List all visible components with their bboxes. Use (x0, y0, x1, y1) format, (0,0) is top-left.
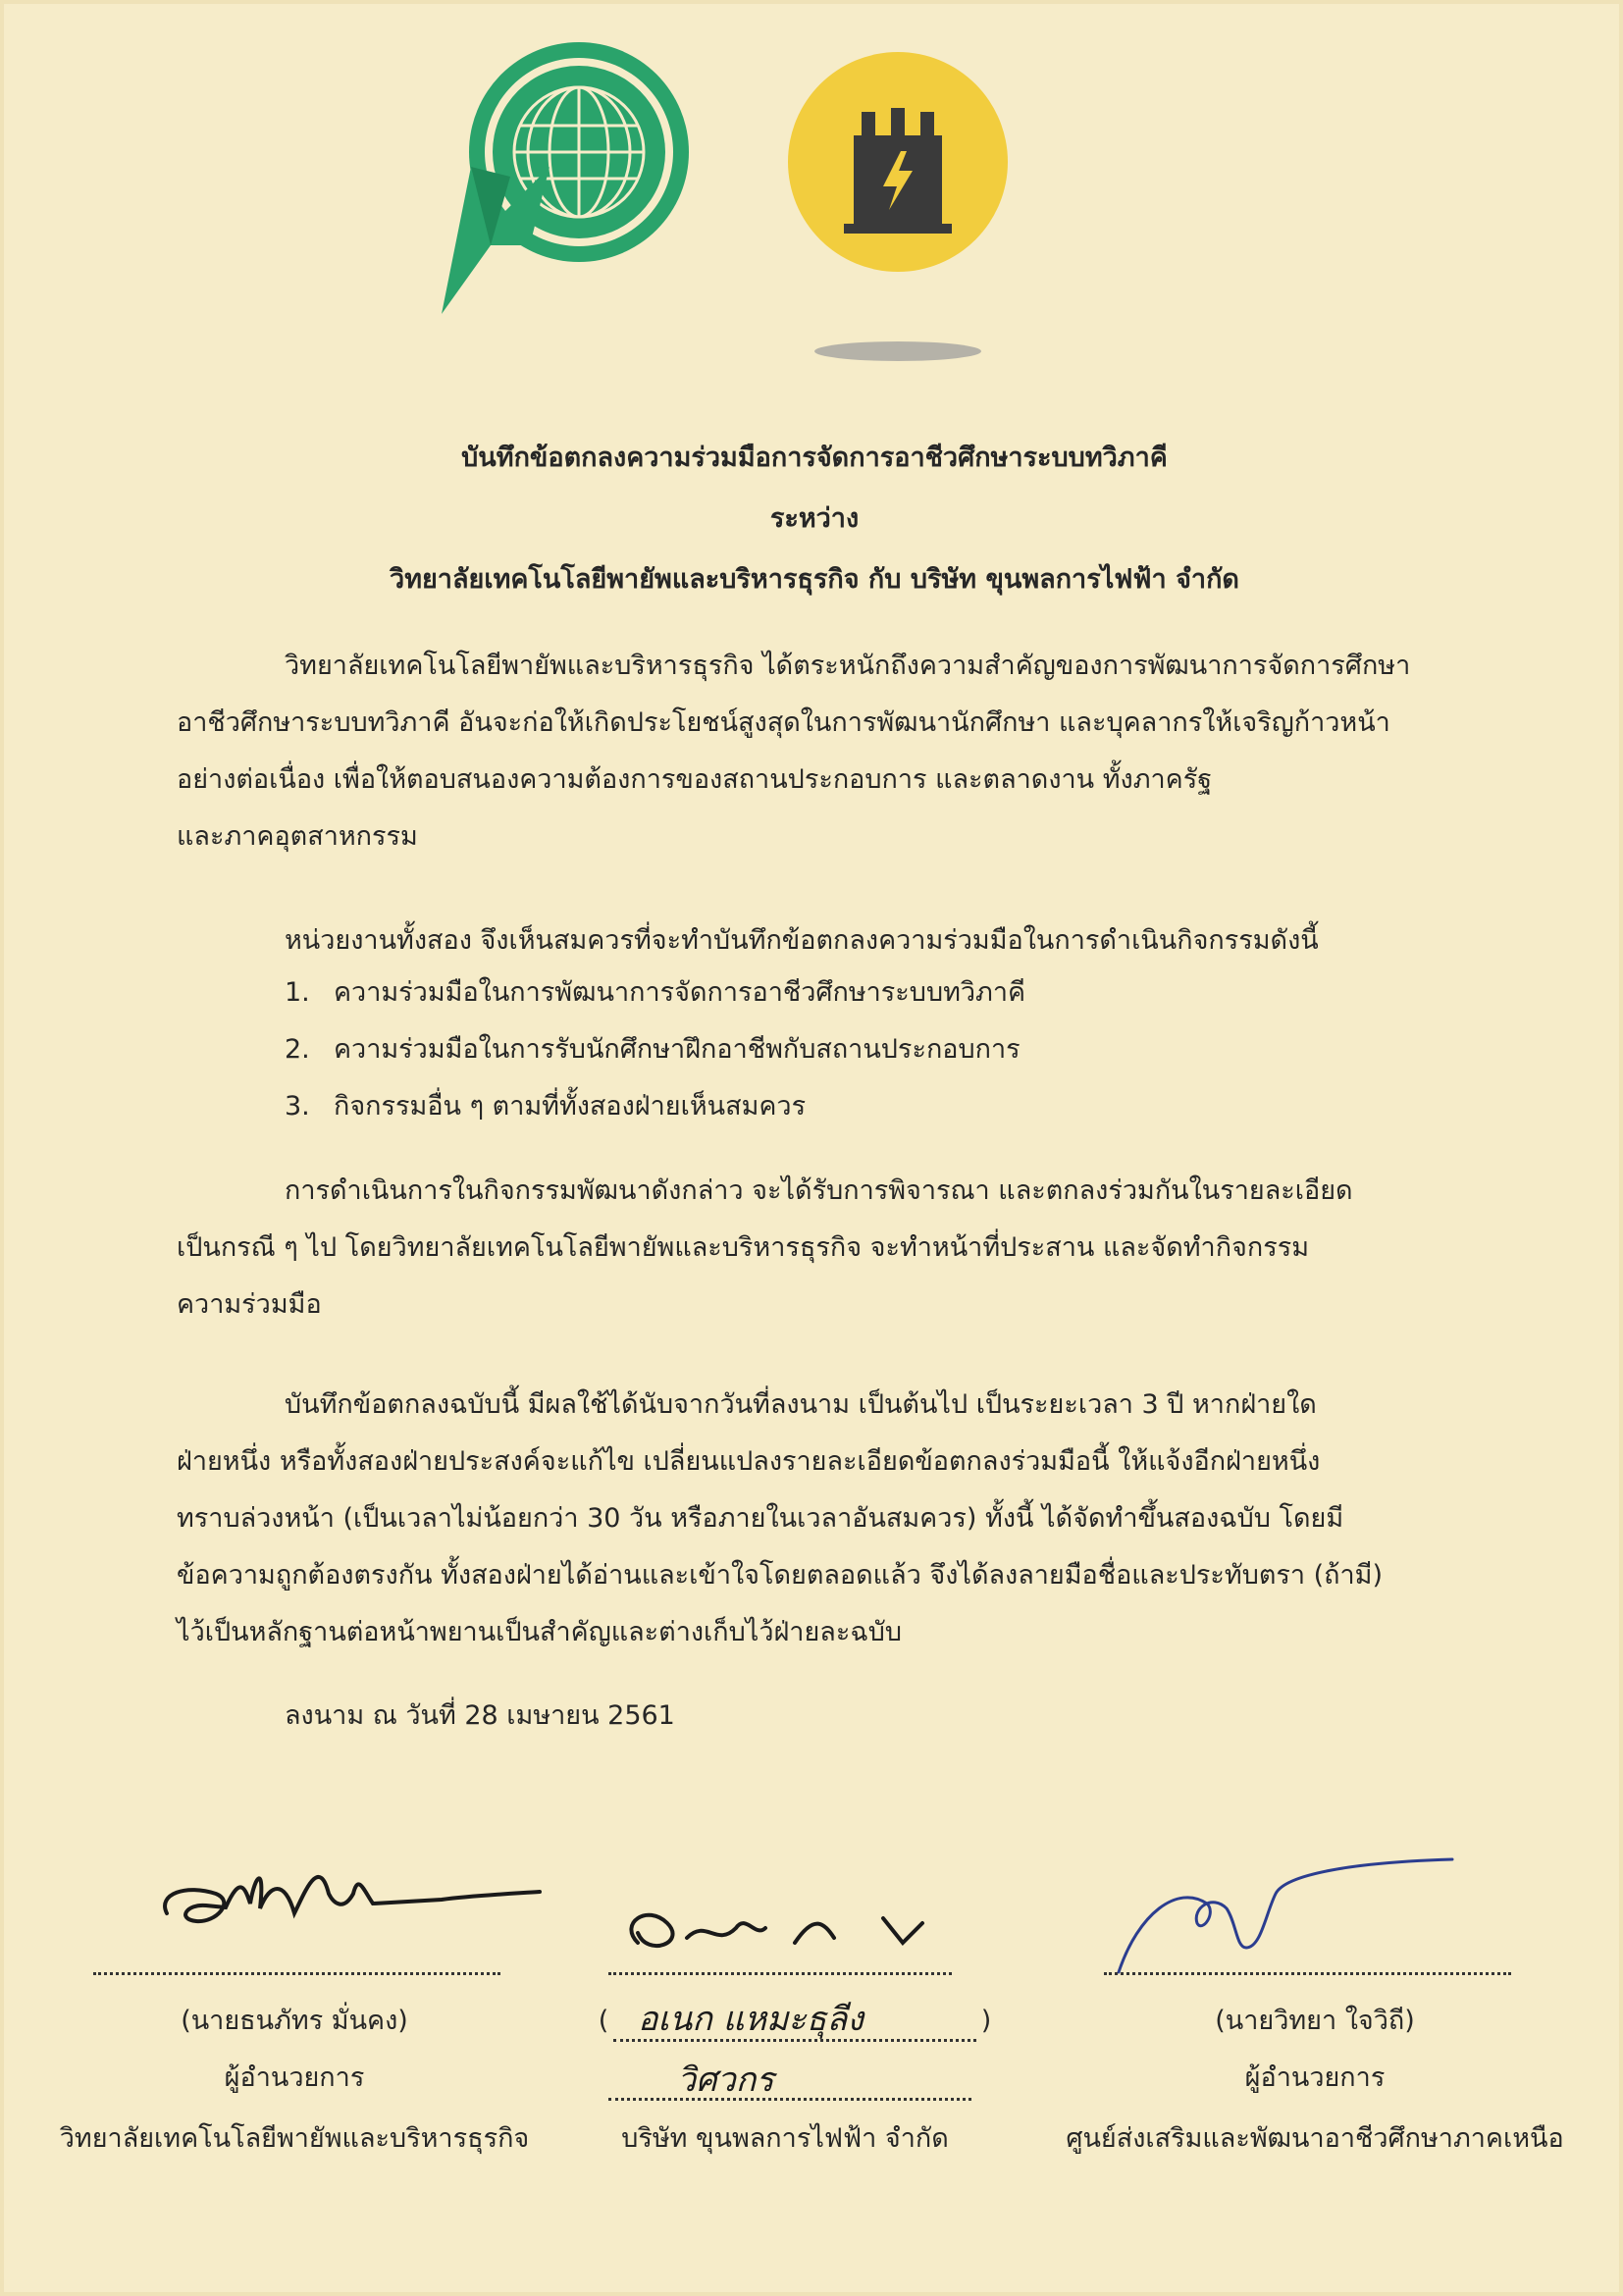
para4-line4: ข้อความถูกต้องตรงกัน ทั้งสองฝ่ายได้อ่านและเข้าใจโดยตลอดแล้ว จึงได้ลงลายมือชื่อและประทับตรา (ถ้ามี) (177, 1560, 1383, 1591)
heading-between: ระหว่าง (769, 503, 860, 534)
paragraph-1 (177, 638, 1433, 865)
para1-line2: อาชีวศึกษาระบบทวิภาคี อันจะก่อให้เกิดประโยชน์สูงสุดในการพัฒนานักศึกษา และบุคลากรให้เจริญก้าวหน้า (177, 707, 1390, 738)
signatory-center-handwritten-name: อเนก แหมะธุลีง (638, 2000, 864, 2039)
signature-line-center (608, 1972, 952, 1975)
signatory-right-name: (นายวิทยา ใจวิถี) (1215, 2006, 1415, 2036)
college-logo (432, 20, 707, 314)
para3-line3: ความร่วมมือ (177, 1289, 322, 1320)
list-item-text: กิจกรรมอื่น ๆ ตามที่ทั้งสองฝ่ายเห็นสมควร (334, 1091, 807, 1122)
list-item-number: 1. (285, 977, 310, 1008)
signatory-center-close-paren: ) (980, 2006, 992, 2036)
logo-row (432, 20, 1178, 373)
paragraph-3 (177, 1163, 1433, 1333)
signature-left (147, 1835, 559, 1953)
para4-line2: ฝ่ายหนึ่ง หรือทั้งสองฝ่ายประสงค์จะแก้ไข เปลี่ยนแปลงรายละเอียดข้อตกลงร่วมมือนี้ ให้แจ้งอีกฝ่ายหนึ่ง (177, 1446, 1321, 1477)
signed-date-line (177, 1688, 1433, 1745)
signatory-center-organization: บริษัท ขุนพลการไฟฟ้า จำกัด (621, 2123, 949, 2154)
paragraph-2 (177, 913, 1433, 969)
para3-line1: การดำเนินการในกิจกรรมพัฒนาดังกล่าว จะได้รับการพิจารณา และตกลงร่วมกันในรายละเอียด (285, 1175, 1353, 1206)
list-item (285, 973, 1025, 1013)
para3-line2: เป็นกรณี ๆ ไป โดยวิทยาลัยเทคโนโลยีพายัพและบริหารธุรกิจ จะทำหน้าที่ประสาน และจัดทำกิจกรรม (177, 1232, 1310, 1263)
list-item (285, 1087, 806, 1126)
signatory-center-open-paren: ( (598, 2006, 609, 2036)
para1-line4: และภาคอุตสาหกรรม (177, 821, 418, 852)
heading-parties: วิทยาลัยเทคโนโลยีพายัพและบริหารธุรกิจ กับ บริษัท ขุนพลการไฟฟ้า จำกัด (390, 564, 1239, 595)
para1-line1: วิทยาลัยเทคโนโลยีพายัพและบริหารธุรกิจ ได้ตระหนักถึงความสำคัญของการพัฒนาการจัดการศึกษา (285, 651, 1411, 681)
list-item (285, 1030, 1021, 1070)
signature-center (608, 1884, 942, 1972)
para2-intro: หน่วยงานทั้งสอง จึงเห็นสมควรที่จะทำบันทึกข้อตกลงความร่วมมือในการดำเนินกิจกรรมดังนี้ (285, 925, 1319, 956)
signatory-center-handwritten-position: วิศวกร (677, 2061, 774, 2100)
paragraph-4 (177, 1377, 1433, 1661)
document-title: บันทึกข้อตกลงความร่วมมือการจัดการอาชีวศึกษาระบบทวิภาคี (461, 443, 1168, 473)
signatory-left-position: ผู้อำนวยการ (224, 2062, 365, 2093)
list-item-text: ความร่วมมือในการพัฒนาการจัดการอาชีวศึกษาระบบทวิภาคี (334, 977, 1026, 1008)
signatory-center-position-line (608, 2098, 971, 2101)
company-logo (785, 49, 1011, 373)
signature-right (1099, 1854, 1492, 1992)
signatory-right-organization: ศูนย์ส่งเสริมและพัฒนาอาชีวศึกษาภาคเหนือ (1066, 2123, 1564, 2154)
list-item-number: 3. (285, 1091, 310, 1122)
para4-line3: ทราบล่วงหน้า (เป็นเวลาไม่น้อยกว่า 30 วัน หรือภายในเวลาอันสมควร) ทั้งนี้ ได้จัดทำขึ้นสองฉบับ โดยมี (177, 1503, 1344, 1534)
para4-line1: บันทึกข้อตกลงฉบับนี้ มีผลใช้ได้นับจากวันที่ลงนาม เป็นต้นไป เป็นระยะเวลา 3 ปี หากฝ่ายใด (285, 1389, 1317, 1420)
signatory-left-organization: วิทยาลัยเทคโนโลยีพายัพและบริหารธุรกิจ (59, 2123, 530, 2154)
para4-line5: ไว้เป็นหลักฐานต่อหน้าพยานเป็นสำคัญและต่างเก็บไว้ฝ่ายละฉบับ (177, 1617, 903, 1647)
signature-line-right (1104, 1972, 1511, 1975)
signatory-right-position: ผู้อำนวยการ (1244, 2062, 1386, 2093)
list-item-text: ความร่วมมือในการรับนักศึกษาฝึกอาชีพกับสถานประกอบการ (334, 1034, 1021, 1065)
para1-line3: อย่างต่อเนื่อง เพื่อให้ตอบสนองความต้องการของสถานประกอบการ และตลาดงาน ทั้งภาครัฐ (177, 764, 1213, 795)
signature-area (0, 1835, 1623, 2276)
signed-date: ลงนาม ณ วันที่ 28 เมษายน 2561 (285, 1700, 675, 1731)
signature-line-left (93, 1972, 500, 1975)
signatory-left-name: (นายธนภัทร มั่นคง) (181, 2006, 408, 2036)
list-item-number: 2. (285, 1034, 310, 1065)
